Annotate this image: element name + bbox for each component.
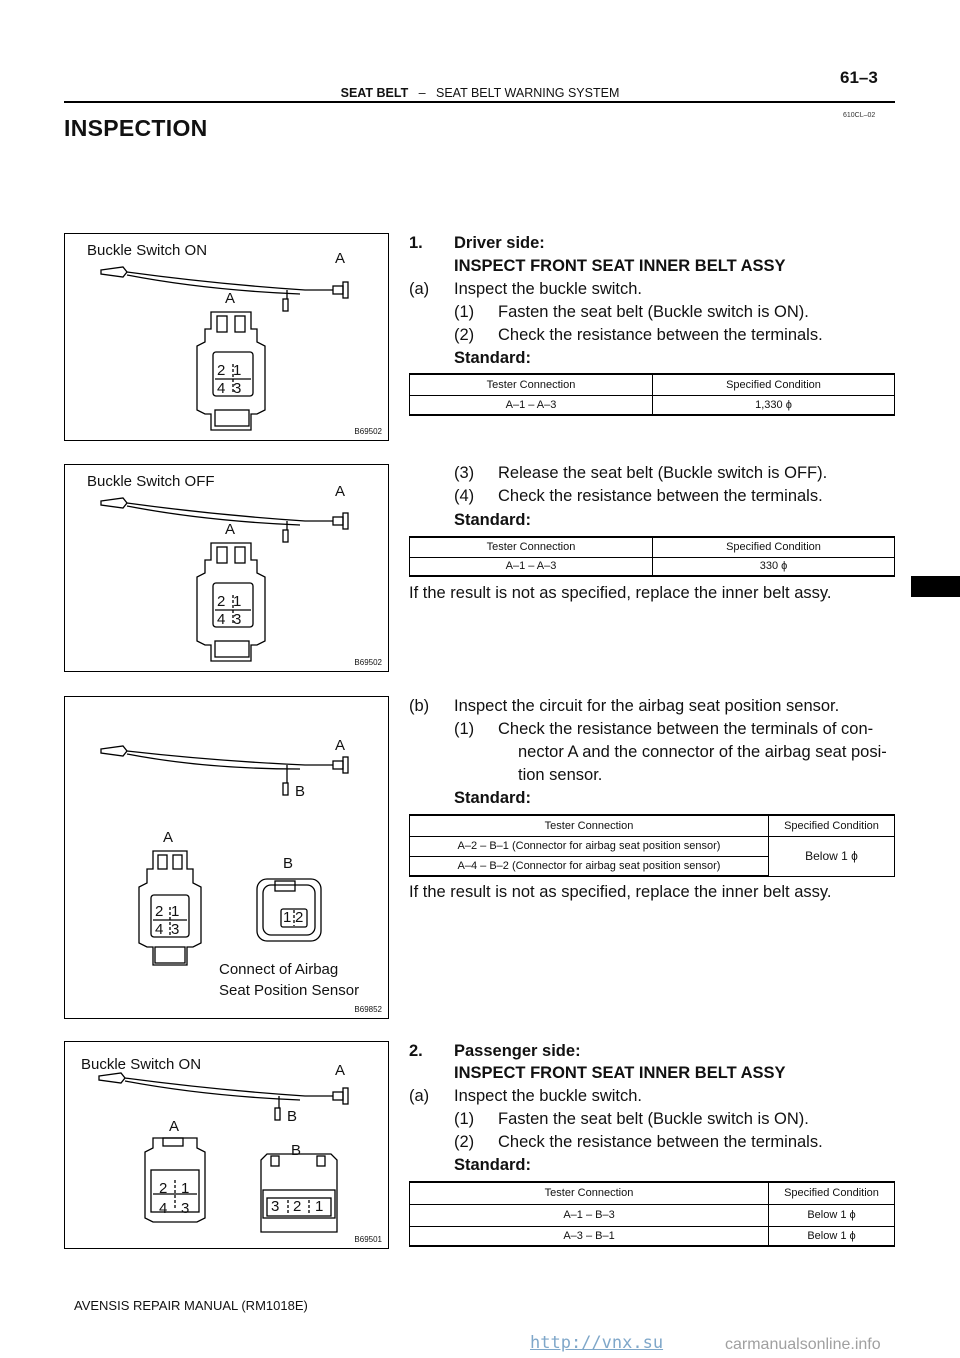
step-number: 1. [409, 234, 423, 252]
label-plug-a: A [335, 1062, 346, 1079]
substep-label: (a) [409, 1087, 430, 1105]
standard-label: Standard: [454, 511, 532, 529]
figure-ref: B69502 [354, 658, 382, 667]
header-subsection: SEAT BELT WARNING SYSTEM [436, 86, 620, 100]
sensor-note-line2: Seat Position Sensor [219, 982, 360, 999]
standard-label: Standard: [454, 789, 532, 807]
col-header: Specified Condition [769, 1182, 895, 1204]
pin-2: 2 [217, 593, 226, 610]
item-number: (1) [454, 720, 475, 738]
item-number: (1) [454, 303, 475, 321]
item-text: nector A and the connector of the airbag seat posi- [518, 743, 887, 761]
table-cell: A–1 – B–3 [410, 1204, 769, 1226]
figure-buckle-switch-on-passenger [64, 1041, 389, 1249]
table-cell: A–4 – B–2 (Connector for airbag seat position sensor) [410, 856, 769, 876]
pin-b-1: 1 [315, 1198, 324, 1215]
pin-a-4: 4 [159, 1200, 168, 1217]
step-heading: Driver side: [454, 234, 545, 252]
col-header: Tester Connection [410, 374, 653, 395]
header-rule [64, 101, 895, 103]
item-number: (4) [454, 487, 475, 505]
table-cell: Below 1 ϕ [769, 836, 895, 876]
page-number: 61–3 [840, 68, 878, 87]
label-connector-a: A [169, 1118, 180, 1135]
header-section: SEAT BELT [340, 86, 409, 100]
pin-1: 1 [233, 362, 242, 379]
spec-table-2 [409, 536, 895, 577]
col-header: Specified Condition [769, 815, 895, 836]
col-header: Tester Connection [410, 537, 653, 557]
label-connector-a: A [225, 521, 236, 538]
col-header: Tester Connection [410, 815, 769, 836]
table-cell: A–1 – A–3 [410, 557, 653, 576]
document-code: 610CL–02 [843, 112, 876, 119]
pin-1: 1 [233, 593, 242, 610]
col-header: Specified Condition [653, 537, 895, 557]
item-number: (1) [454, 1110, 475, 1128]
figure-caption: Buckle Switch ON [81, 1056, 202, 1073]
item-number: (2) [454, 1133, 475, 1151]
pin-a-3: 3 [171, 921, 180, 938]
table-cell: A–3 – B–1 [410, 1226, 769, 1246]
substep-text: Inspect the buckle switch. [454, 1087, 643, 1105]
step-number: 2. [409, 1042, 423, 1060]
pin-b-2: 2 [295, 909, 304, 926]
section-tab-marker [911, 576, 960, 597]
pin-a-1: 1 [171, 903, 180, 920]
figure-ref: B69501 [354, 1235, 382, 1244]
item-text: Release the seat belt (Buckle switch is OFF). [498, 464, 828, 482]
table-cell: Below 1 ϕ [769, 1204, 895, 1226]
substep-text: Inspect the circuit for the airbag seat position sensor. [454, 697, 840, 715]
label-plug-a: A [335, 737, 346, 754]
item-text: Check the resistance between the terminals. [498, 326, 823, 344]
pin-a-2: 2 [155, 903, 164, 920]
step-heading: Passenger side: [454, 1042, 581, 1060]
item-text: Fasten the seat belt (Buckle switch is ON). [498, 303, 809, 321]
label-plug-a: A [335, 250, 346, 267]
label-connector-b: B [291, 1142, 302, 1159]
pin-4: 4 [217, 380, 226, 397]
page-title: INSPECTION [64, 115, 208, 141]
header-dash: – [418, 86, 426, 100]
table-cell: 1,330 ϕ [653, 395, 895, 415]
pin-b-2: 2 [293, 1198, 302, 1215]
step-subheading: INSPECT FRONT SEAT INNER BELT ASSY [454, 1064, 786, 1082]
standard-label: Standard: [454, 1156, 532, 1174]
step-subheading: INSPECT FRONT SEAT INNER BELT ASSY [454, 257, 786, 275]
col-header: Specified Condition [653, 374, 895, 395]
spec-table-1 [409, 373, 895, 416]
pin-a-3: 3 [181, 1200, 190, 1217]
pin-a-4: 4 [155, 921, 164, 938]
label-connector-a: A [225, 290, 236, 307]
sensor-note-line1: Connect of Airbag [219, 961, 339, 978]
item-text: Check the resistance between the terminals of con- [498, 720, 874, 738]
item-number: (2) [454, 326, 475, 344]
pin-a-2: 2 [159, 1180, 168, 1197]
pin-b-3: 3 [271, 1198, 280, 1215]
label-plug-b: B [295, 783, 306, 800]
substep-label: (b) [409, 697, 430, 715]
item-text: Check the resistance between the terminals. [498, 1133, 823, 1151]
result-note: If the result is not as specified, replace the inner belt assy. [409, 883, 832, 901]
pin-a-1: 1 [181, 1180, 190, 1197]
spec-table-4 [409, 1181, 895, 1247]
figure-buckle-switch-off-driver [64, 464, 389, 672]
standard-label: Standard: [454, 349, 532, 367]
figure-caption: Buckle Switch ON [87, 242, 208, 259]
pin-3: 3 [233, 611, 242, 628]
pin-4: 4 [217, 611, 226, 628]
label-connector-a: A [163, 829, 174, 846]
figure-caption: Buckle Switch OFF [87, 473, 215, 490]
watermark-link[interactable]: http://vnx.su [530, 1333, 664, 1353]
watermark-site: carmanualsonline.info [725, 1336, 881, 1353]
pin-2: 2 [217, 362, 226, 379]
running-header [0, 86, 960, 100]
item-text: Fasten the seat belt (Buckle switch is ON). [498, 1110, 809, 1128]
figure-ref: B69502 [354, 427, 382, 436]
figure-airbag-sensor-circuit [64, 696, 389, 1019]
table-cell: A–1 – A–3 [410, 395, 653, 415]
table-cell: A–2 – B–1 (Connector for airbag seat position sensor) [410, 836, 769, 856]
figure-ref: B69852 [354, 1005, 382, 1014]
pin-b-1: 1 [283, 909, 292, 926]
label-connector-b: B [283, 855, 294, 872]
pin-3: 3 [233, 380, 242, 397]
col-header: Tester Connection [410, 1182, 769, 1204]
table-cell: 330 ϕ [653, 557, 895, 576]
substep-text: Inspect the buckle switch. [454, 280, 643, 298]
substep-label: (a) [409, 280, 430, 298]
page-footer: AVENSIS REPAIR MANUAL (RM1018E) [74, 1298, 308, 1313]
item-text: tion sensor. [518, 766, 603, 784]
label-plug-a: A [335, 483, 346, 500]
item-text: Check the resistance between the terminals. [498, 487, 823, 505]
table-cell: Below 1 ϕ [769, 1226, 895, 1246]
spec-table-3 [409, 814, 895, 877]
figure-buckle-switch-on-driver [64, 233, 389, 441]
item-number: (3) [454, 464, 475, 482]
result-note: If the result is not as specified, replace the inner belt assy. [409, 584, 832, 602]
label-plug-b: B [287, 1108, 298, 1125]
